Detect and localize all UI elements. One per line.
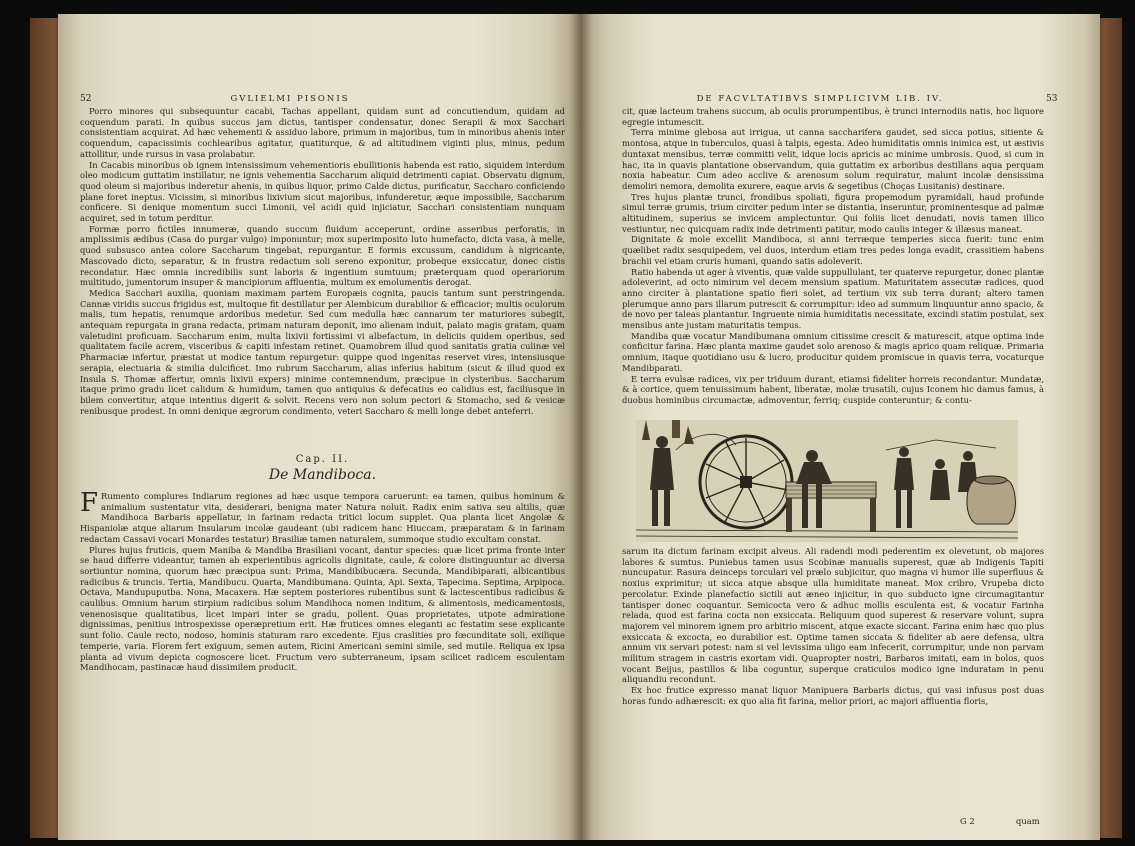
left-text-block-2 bbox=[80, 488, 565, 673]
left-running-head: GVLIELMI PISONIS bbox=[230, 94, 350, 104]
right-paragraph-1: cit, quæ lacteum trahens succum, ab oculis prorumpentibus, è trunci internodiis natis, hoc liquore egregie intumescit. bbox=[622, 106, 1044, 127]
left-paragraph-6: Plures hujus fruticis, quem Maniba & Mandiba Brasiliani vocant, dantur species: quæ licet prima fronte inter se haud differre videantur, tamen ab experientibus agricolis dignitate, caule, & colore distinguuntur ac diversa sortiuntur nomina, quorum hæc præcipua sunt: Prima, Mandibibucæra. Secunda, Mandibiparati, albicantibus radicibus & truncis. Tertia, Mandibucu. Quarta, Mandibumana. Quinta, Api. Sexta, Tapecima. Septima, Arpipoca. Octava, Mandupuputba. Nona, Macaxera. Hæ septem posteriores rubentibus sunt & lactescentibus radicibus & caulibus. Omnium harum stirpium radicibus solum Mandihoca nomen inditum, & alimentosis, medicamentosis, venenosisque qualitatibus, licet impari inter se gradu, pollent. Quas proprietates, utpote admiratione dignissimas, penitius introspexisse operæpretium erit. Hæ frutices omnes eleganti ac festatim sese explicante sunt folio. Caule recto, nodoso, hominis staturam raro excedente. Ejus craslities pro fœcunditate soli, exilique temperie, varia. Florem fert exiguum, semen autem, Ricini Americani semini simile, sed mutile. Reliqua ex ipsa planta ad vivum depicta cognoscere licet. Fructum vero subterraneum, ipsam scilicet radicem esculentam Mandihocam, pastinacæ haud dissimilem producit. bbox=[80, 544, 565, 673]
right-page-number: 53 bbox=[1046, 94, 1058, 104]
book-gutter bbox=[570, 14, 592, 840]
chapter-title: De Mandiboca. bbox=[268, 467, 377, 483]
woodcut-illustration bbox=[636, 420, 1018, 542]
right-paragraph-3: Tres hujus plantæ trunci, frondibus spoliati, figura propemodum pyramidali, haud profunde simul terræ grumis, trium circiter pedum inter se distantia, inseruntur, prominentesque ad palmæ altitudinem, superius se invicem amplectuntur. Qui foliis licet denudati, novis tamen illico vestiuntur, nec quicquam radix inde detrimenti patitur, modo caulis integer & illæsus maneat. bbox=[622, 191, 1044, 234]
catchword: quam bbox=[1016, 816, 1040, 826]
left-page-number: 52 bbox=[80, 94, 92, 104]
right-paragraph-4: Dignitate & mole excellit Mandiboca, si anni terræque temperies sicca fuerit: tunc enim quælibet radix sesquipedem, vel duos, interdum etiam tres pedes longa evadit, crassitiem habens brachii vel etiam cruris humani, quando satis adoleverit. bbox=[622, 234, 1044, 266]
left-paragraph-3: Formæ porro fictiles innumeræ, quando succum fluidum acceperunt, ordine asseribus perforatis, in amplissimis ædibus (Casa do purgar vulgo) imponuntur; mox superimposito luto humefacto, dicta vasa, à melle, quod subsusco antea colore Saccharum tingebat, repurgantur. E formis excussum, candidum à nigricante, Mascovado dicto, separatur, & in frustra redactum soli sereno exponitur, probeque exsiccatur, donec cistis recondatur. Hæc omnia incredibilis sunt laboris & ingentium sumtuum; præterquam quod operariorum multitudo, jumentorum insuper & mancipiorum affluentia, multum ex emolumentis derogat. bbox=[80, 223, 565, 288]
signature-mark: G 2 bbox=[960, 816, 975, 826]
right-paragraph-9: Ex hoc frutice expresso manat liquor Manipuera Barbaris dictus, qui vasi infusus post duas horas fundo adhærescit: ex quo alia fit farina, melior priori, ac majori affluentia floris, bbox=[622, 685, 1044, 706]
drop-cap: F bbox=[80, 488, 99, 518]
left-paragraph-2: In Cacabis minoribus ob ignem intensissimum vehementioris ebullitionis habenda est ratio, siquidem interdum oleo modicum guttatim instillatur, ne ignis vehementia Saccharum aliquid detrimenti capiat. Observatu dignum, quod oleum si majoribus inderetur ahenis, in quibus liquor, primo Calde dictus, purificatur, Saccharo conficiendo plane foret ineptus. Vicissim, si minoribus lixivium sicut majoribus, infunderetur, æque impossibile, Saccharum conficere. Si denique momentum succi Limonii, vel acidi quid injiciatur, Sacchari consistentiam nunquam acquiret, sed in totum perditur. bbox=[80, 159, 565, 224]
cassava-mill-woodcut bbox=[636, 420, 1018, 542]
left-paragraph-4: Medica Sacchari auxilia, quoniam maximam partem Europæis cognita, paucis tantum sunt perstringenda. Cannæ viridis succus frigidus est, multoque fit destillatur per Alembicum durabilior & efficacior; multis oculorum malis, tum hepatis, renumque ardoribus medetur. Sed cum medulla hæc cannarum ter maturiores subegit, antequam repurgata in grana redacta, primam naturam deponit, imo alienam induit, palato magis gratam, quam valetudini proficuam. Saccharum enim, multa lixivii fortissimi vi albefactum, in deliciis quidem operibus, sed qualitatem facile acrem, visceribus & capiti infestam retinet. Quamobrem illud quod sanitatis gratia culinæ vel Pharmaciæ infertur, præstat ut modice tantum repurgetur: quippe quod ingenitas reservet vires, intensiusque serapia, electuaria & similia dulcificet. Imo rubrum Saccharum, alias inferius habitum (sicut & illud quod ex Insula S. Thomæ affertur, omnis lixivii expers) minime contemnendum, præcipue in clysteribus. Saccharum itaque primo gradu licet calidum & humidum, tamen quo antiquius & defecatius eo calidius est, faciliusque in bilem convertitur, atque intentius digerit & solvit. Recens vero non solum pectori & Stomacho, sed & vesicæ renibusque prodest. In omni denique ægrorum condimento, veteri Saccharo & melli longe debet anteferri. bbox=[80, 287, 565, 416]
right-text-block-1 bbox=[622, 106, 1044, 406]
right-paragraph-2: Terra minime glebosa aut irrigua, ut canna saccharifera gaudet, sed sicca potius, sitiente & montosa, atque in tuberculos, quasi à talpis, egesta. Adeo humiditatis omnis inimica est, ut æstivis duntaxat mensibus, terræ committi velit, idque locis apricis ac minime umbrosis. Quod, si cum in hac, ita in quavis plantatione observandum, quia guttatim ex arboribus destillans aqua perquam noxia habeatur. Cum adeo acclive & arenosum solum requiratur, malunt incolæ densissima demoliri nemora, demolita exurere, eaque arvis & segetibus (Choças Lusitanis) destinare. bbox=[622, 127, 1044, 191]
right-text-block-2 bbox=[622, 546, 1044, 707]
chapter-label: Cap. II. bbox=[295, 454, 350, 465]
right-paragraph-6: Mandiba quæ vocatur Mandibumana omnium citissime crescit & maturescit, atque optima inde conficitur farina. Hæc planta maxime gaudet solo arenoso & magis aprico quam reliquæ. Primaria omnium, itaque quotidiano usu & lucro, producitur quidem promiscue in quavis terra, vocaturque Mandibparati. bbox=[622, 330, 1044, 373]
right-paragraph-7: E terra evulsæ radices, vix per triduum durant, etiamsi fideliter horreis recondantur. Mundatæ, & à cortice, quem tenuissimum habent, liberatæ, molæ trusatili, cujus Iconem hic damus famus, à duobus hominibus circumactæ, admoventur, ferriq; cuspide conteruntur; & contu- bbox=[622, 373, 1044, 405]
right-paragraph-5: Ratio habenda ut ager à viventis, quæ valde suppullulant, ter quaterve repurgetur, donec plantæ adoleverint, ad octo nimirum vel decem mensium spatium. Maturitatem assecutæ radices, quod anno circiter à plantatione spatio fieri solet, ad tertium vix sub terra durant; altero tamen plerumque anno pars illarum putrescit & corrumpitur: ideo ad summum linquuntur anno spacio, & de novo per taleas plantantur. Ingruente nimia humiditatis necessitate, excindi statim postulat, sex mensibus ante justam maturitatis tempus. bbox=[622, 266, 1044, 331]
left-paragraph-5-text: Rumento complures Indiarum regiones ad hæc usque tempora caruerunt: ea tamen, quibus hominum & animalium sustentatur vita, desiderari, benigna mater Natura noluit. Radix enim sativa seu altilis, quæ Mandihoca Barbaris appellatur, in farinam redacta tritici locum supplet. Qua planta licet Angolæ & Hispaniolæ atque aliarum Insularum incolæ gaudeant (ubi radicem hanc Hiuccam, præparatam & in farinam redactam Cassavi vocari Monardes testatur) Brasiliæ tamen naturalem, summoque studio excultam constat. bbox=[80, 491, 565, 544]
left-paragraph-5 bbox=[80, 488, 565, 545]
right-running-head: DE FACVLTATIBVS SIMPLICIVM LIB. IV. bbox=[696, 94, 944, 104]
left-paragraph-1: Porro minores qui subsequuntur cacabi, Tachas appellant, quidam sunt ad concutiendum, quidam ad coquendum parati. In quibus succus jam dictus, tantisper condensatur, donec Serapii & mox Sacchari consistentiam acquirat. Ad hæc vehementi & assiduo labore, primum in majoribus, tum in minoribus ahenis inter coquendum, capacissimis cochlearibus agitatur, quatiturque, & ad altitudinem viginti plus, minus, pedum attollitur, unde rursus in vasa prolabatur. bbox=[80, 106, 565, 159]
right-paragraph-8: sarum ita dictum farinam excipit alveus. Ali radendi modi pederentim ex olevetunt, ob majores labores & sumtus. Puniebus tamen usus Scobinæ manualis superest, quæ ab Indigenis Tapiti nuncupatur. Rasura deinceps torculari vel prælo subjicitur, quo magna vi humor ille superfluus & noxius exprimitur; ut sicca atque absque ulla humiditate maneat. Mox cribro, Vrupeba dicto percolatur. Exinde planefactio sictili aut æneo injicitur, in quo subducto igne circumagitantur tantisper donec coquantur. Semicocta vero & adhuc mollis esculenta est, & vocatur Farinha relada, quod est farina cocta non exsiccata. Reliquum quod superest & reservare volunt, supra majorem vel minorem ignem pro arbitrio miscent, atque exacte siccant. Farina enim hæc quo plus exsiccata & excocta, eo durabilior est. Optime tamen siccata & fideliter ab aere defensa, ultra annum vix servari potest: nam si vel levissima uligo eam infecerit, corrumpitur, unde non parvam militum stragem in castris exortam vidi. Quapropter nostri, Barbaros imitati, eam in bolos, quos vocant Beijus, pastillos & liba coguntur, superque craticulos modico igne induratam in penu aliquandiu recondunt. bbox=[622, 546, 1044, 685]
left-text-block-1 bbox=[80, 106, 565, 416]
